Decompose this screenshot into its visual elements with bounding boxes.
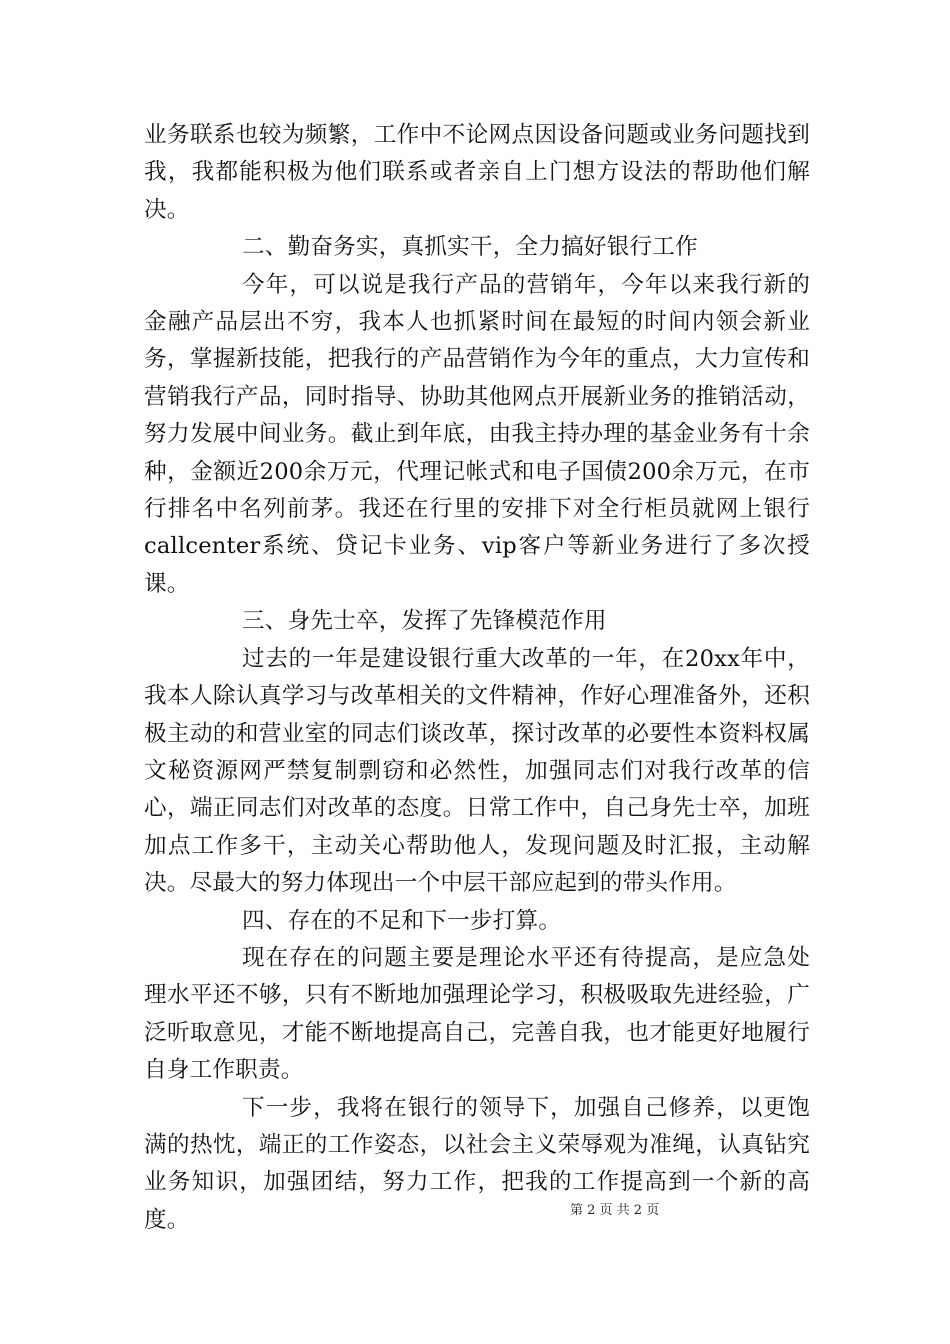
paragraph-product-marketing: 今年，可以说是我行产品的营销年，今年以来我行新的金融产品层出不穷，我本人也抓紧时间在最短的时间内领会新业务，掌握新技能，把我行的产品营销作为今年的重点，大力宣传和营销我行产品，同时指导、协助其他网点开展新业务的推销活动，努力发展中间业务。截止到年底，由我主持办理的基金业务有十余种，金额近200余万元，代理记帐式和电子国债200余万元，在市行排名中名列前茅。我还在行里的安排下对全行柜员就网上银行callcenter系统、贷记卡业务、vip客户等新业务进行了多次授课。 [144,271,810,597]
section-heading-two: 二、勤奋务实，真抓实干，全力搞好银行工作 [242,234,698,261]
page-number-footer: 第 2 页 共 2 页 [570,1203,660,1218]
section-heading-three: 三、身先士卒，发挥了先锋模范作用 [242,608,607,635]
section-heading-four: 四、存在的不足和下一步打算。 [242,907,562,934]
paragraph-contact-continuation: 业务联系也较为频繁，工作中不论网点因设备问题或业务问题找到我，我都能积极为他们联系或者亲自上门想方设法的帮助他们解决。 [144,122,810,223]
paragraph-next-steps: 下一步，我将在银行的领导下，加强自己修养，以更饱满的热忱，端正的工作姿态，以社会主义荣辱观为准绳，认真钻究业务知识，加强团结，努力工作，把我的工作提高到一个新的高度。 [144,1094,810,1233]
paragraph-reform: 过去的一年是建设银行重大改革的一年，在20xx年中，我本人除认真学习与改革相关的文件精神，作好心理准备外，还积极主动的和营业室的同志们谈改革，探讨改革的必要性本资料权属文秘资源网严禁复制剽窃和必然性，加强同志们对我行改革的信心，端正同志们对改革的态度。日常工作中，自己身先士卒，加班加点工作多干，主动关心帮助他人，发现问题及时汇报，主动解决。尽最大的努力体现出一个中层干部应起到的带头作用。 [144,645,810,897]
document-body [144,117,810,1239]
paragraph-shortcomings: 现在存在的问题主要是理论水平还有待提高，是应急处理水平还不够，只有不断地加强理论学习，积极吸取先进经验，广泛听取意见，才能不断地提高自己，完善自我，也才能更好地履行自身工作职责。 [144,944,810,1084]
